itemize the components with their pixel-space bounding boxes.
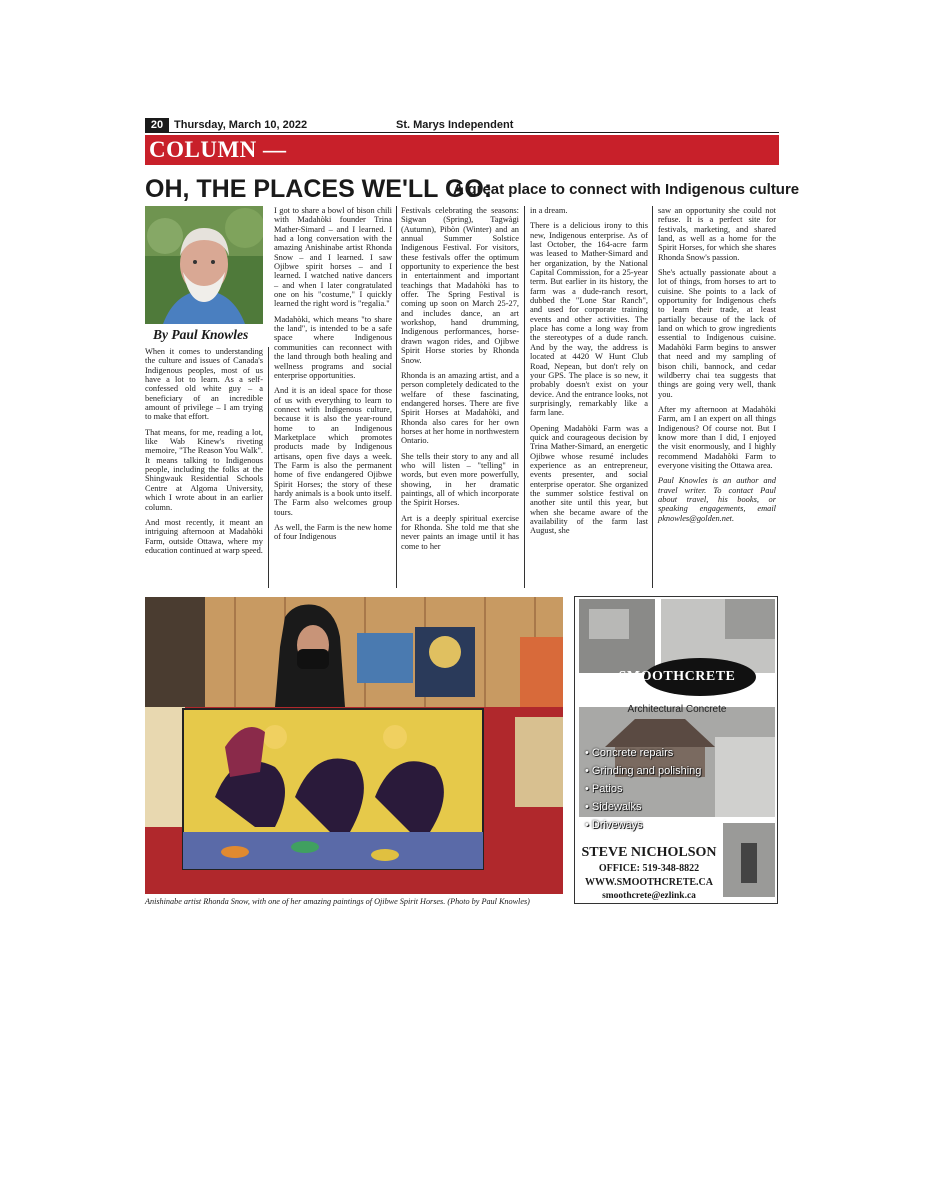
paragraph: Art is a deeply spiritual exercise for Rhonda. She told me that she never paints an image until it has come to her xyxy=(401,513,519,551)
column-rule xyxy=(396,206,397,588)
ad-worker-image xyxy=(723,823,775,897)
article-column-3 xyxy=(401,206,519,557)
author-portrait xyxy=(145,206,263,324)
section-banner-label: COLUMN — xyxy=(149,137,287,162)
bullet-icon: • xyxy=(585,819,592,831)
article-column-2 xyxy=(274,206,392,548)
paragraph: When it comes to understanding the culture and issues of Canada's Indigenous peoples, most of us have a lot to learn. As a self-confessed old white guy – a beneficiary of an incredible amount of privilege – I am trying to make that effort. xyxy=(145,347,263,422)
paragraph: in a dream. xyxy=(530,206,568,215)
column-rule xyxy=(652,206,653,588)
bullet-icon: • xyxy=(585,783,592,795)
ad-tagline: Architectural Concrete xyxy=(627,704,727,715)
headline: OH, THE PLACES WE'LL GO: xyxy=(145,175,493,203)
subheadline: A great place to connect with Indigenous culture xyxy=(453,181,800,198)
paragraph: As well, the Farm is the new home of four Indigenous xyxy=(274,523,392,542)
ad-service-item: • Patios xyxy=(585,783,623,795)
ad-service-item: • Sidewalks xyxy=(585,801,642,813)
paragraph: Festivals celebrating the seasons: Sigwan (Spring), Tagwàgi (Autumn), Pibòn (Winter) and an annual Summer Solstice Indigenous Festival. For visitors, these festivals offer the optimum opportunity to experience the best in entertainment and important teachings that Madahòki has to offer. The Spring Festival is coming up soon on March 25-27, and includes dance, an art workshop, hand drumming, Indigenous performances, horse-drawn wagon rides, and Ojibwe Spirit Horse stories by Rhonda Snow. xyxy=(401,206,519,365)
ad-service-item: • Driveways xyxy=(585,819,643,831)
bullet-icon: • xyxy=(585,801,592,813)
photo-caption: Anishinabe artist Rhonda Snow, with one of her amazing paintings of Ojibwe Spirit Horses. (Photo by Paul Knowles) xyxy=(145,897,530,906)
paragraph: That means, for me, reading a lot, like Wab Kinew's riveting memoire, "The Reason You Walk". It means talking to Indigenous people, including the folks at the Shingwauk Residential Schools Centre at Algoma University, which I wrote about in an earlier column. xyxy=(145,427,263,512)
smoothcrete-ad xyxy=(574,596,778,904)
folio-rule xyxy=(145,132,779,133)
paragraph: Opening Madahòki Farm was a quick and courageous decision by Trina Mather-Simard, an energetic Ojibwe whose resumé includes experience as an entrepreneur, events presenter, and social enterprise operator. She organized the summer solstice festival on another site until this year, but when she became aware of the availability of the farm last August, she xyxy=(530,423,648,536)
section-banner xyxy=(145,135,779,165)
ad-brand: SMOOTHCRETE xyxy=(618,669,736,684)
bullet-icon: • xyxy=(585,747,592,759)
article-column-1 xyxy=(145,347,263,561)
paragraph: There is a delicious irony to this new, Indigenous enterprise. As of last October, the 164-acre farm was leased to Mather-Simard and her organization, by the National Capital Commission, for a 25-year term. But earlier in its history, the farm was a dude-ranch resort, dubbed the "Lone Star Ranch", and used for corporate training events and other activities. The place has come a long way from the stereotypes of a dude ranch. And by the way, the address is located at 4420 W Hunt Club Road, Nepean, but don't rely on your GPS. The place is so new, it probably doesn't exist on your device. And the entrance looks, not surprisingly, remarkably like a farm lane. xyxy=(530,221,648,418)
paragraph: saw an opportunity she could not refuse. It is a perfect site for festivals, marketing, and shared land, as well as a home for the Spirit Horses, for which she shares Rhonda Snow's passion. xyxy=(658,206,776,262)
paragraph: She tells their story to any and all who will listen – "telling" in words, but even more powerfully, showing, in her dramatic paintings, all of which incorporate the Spirit Horses. xyxy=(401,451,519,508)
ad-email: smoothcrete@ezlink.ca xyxy=(602,891,696,901)
author-tagline: Paul Knowles is an author and travel writer. To contact Paul about travel, his books, or speaking engagements, email pknowles@golden.net. xyxy=(658,476,776,523)
ad-office-phone: OFFICE: 519-348-8822 xyxy=(598,863,700,874)
newspaper-name: St. Marys Independent xyxy=(396,119,514,131)
ad-website: WWW.SMOOTHCRETE.CA xyxy=(585,877,713,888)
paragraph: Madahòki, which means "to share the land", is intended to be a safe space where Indigenous communities can reconnect with the land through both healing and wellness programs and social enterprise opportunities. xyxy=(274,314,392,380)
issue-date: Thursday, March 10, 2022 xyxy=(174,119,308,131)
artist-painting-photo xyxy=(145,597,563,894)
paragraph: After my afternoon at Madahòki Farm, am I an expert on all things Indigenous? Of course not. But I know more than I did, I enjoyed the visit enormously, and I highly recommend Madahòki Farm to everyone visiting the Ottawa area. xyxy=(658,404,776,470)
byline: By Paul Knowles xyxy=(153,327,249,342)
author-portrait-image xyxy=(145,206,263,324)
paragraph: And most recently, it meant an intriguing afternoon at Madahòki Farm, outside Ottawa, where my education continued at warp speed. xyxy=(145,517,263,555)
page-number: 20 xyxy=(145,118,169,132)
main-photo xyxy=(145,597,563,894)
ad-service-item: • Grinding and polishing xyxy=(585,765,702,777)
ad-service-item: • Concrete repairs xyxy=(585,747,674,759)
column-rule xyxy=(268,347,269,588)
bullet-icon: • xyxy=(585,765,592,777)
article-column-5 xyxy=(658,206,776,529)
paragraph: Rhonda is an amazing artist, and a person completely dedicated to the welfare of these fascinating, endangered horses. There are five Spirit Horses at Madahòki, and Rhonda also cares for her own horses at her home in northwestern Ontario. xyxy=(401,370,519,446)
paragraph: I got to share a bowl of bison chili with Madahòki founder Trina Mather-Simard – and I learned. I had a long conversation with the amazing Anishinabe artist Rhonda Snow – and I learned. I saw Ojibwe spirit horses – and I learned. I watched native dancers – and when I later congratulated one on his "costume," I quickly learned the right word is "regalia." xyxy=(274,206,392,309)
article-column-4 xyxy=(530,206,648,542)
paragraph: She's actually passionate about a lot of things, from horses to art to cuisine. She points to a lack of opportunity for Indigenous chefs to learn their trade, at least partially because of the lack of land on which to grow ingredients essential to Indigenous cuisine. Madahòki Farm begins to answer that need and my sampling of bison chili, bannock, and cedar wildberry chai tea suggests that things are going very well, thank you. xyxy=(658,268,776,399)
ad-contact-name: STEVE NICHOLSON xyxy=(581,845,717,860)
column-rule xyxy=(524,206,525,588)
paragraph: And it is an ideal space for those of us with everything to learn to connect with Indigenous culture, because it is also the year-round home to an Indigenous Marketplace which promotes products made by Indigenous artisans, open five days a week. The Farm is also the permanent home of five endangered Ojibwe Spirit Horses; the story of these hardy animals is a book unto itself. The Farm also welcomes group tours. xyxy=(274,386,392,517)
